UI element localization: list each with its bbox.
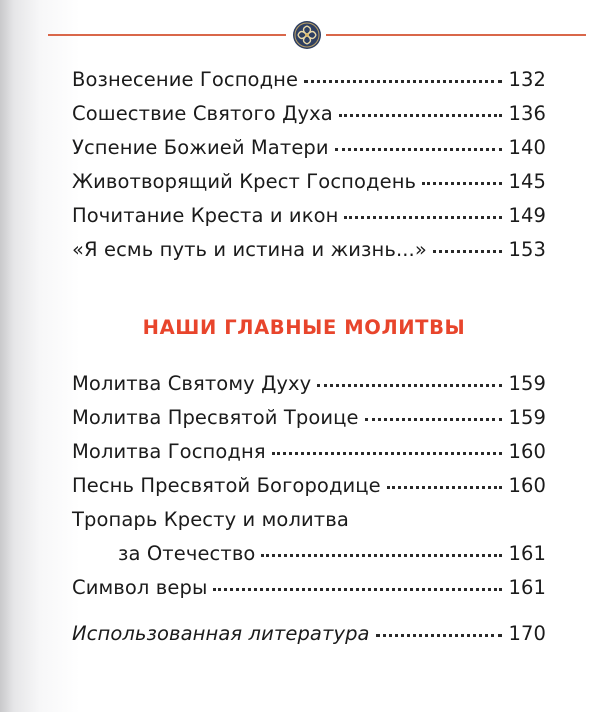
toc-entry-page: 170: [508, 622, 546, 645]
toc-entry[interactable]: [72, 440, 546, 474]
toc-entry-title: «Я есмь путь и истина и жизнь...»: [72, 238, 427, 261]
toc-entry-page: 153: [508, 238, 546, 261]
toc-leader-dots: [261, 553, 502, 557]
toc-entry-title: Сошествие Святого Духа: [72, 102, 333, 125]
toc-leader-dots: [339, 113, 503, 117]
toc-entry-page: 136: [508, 102, 546, 125]
toc-entry[interactable]: [72, 68, 546, 102]
toc-entry-page: 145: [508, 170, 546, 193]
toc-entry-title: Успение Божией Матери: [72, 136, 329, 159]
toc-leader-dots: [422, 181, 502, 185]
toc-entry-page: 161: [508, 576, 546, 599]
header-rule-right: [326, 34, 586, 36]
toc-leader-dots: [387, 485, 503, 489]
toc-entry[interactable]: [72, 102, 546, 136]
toc-entry-title: Молитва Господня: [72, 440, 266, 463]
toc-entry-page: 140: [508, 136, 546, 159]
toc-entry-title: Почитание Креста и икон: [72, 204, 339, 227]
toc-entry-page: 161: [508, 542, 546, 565]
toc-entry-page: 160: [508, 474, 546, 497]
toc-leader-dots: [365, 417, 503, 421]
toc-leader-dots: [335, 147, 503, 151]
toc-entry-page: 159: [508, 372, 546, 395]
toc-entry-page: 132: [508, 68, 546, 91]
toc-leader-dots: [376, 633, 503, 637]
toc-entry-title: за Отечество: [118, 542, 256, 565]
toc-entry-title: Использованная литература: [72, 622, 370, 645]
header-rule-left: [48, 34, 286, 36]
celtic-knot-medallion-icon: [292, 20, 322, 50]
toc-entry-title: Молитва Пресвятой Троице: [72, 406, 359, 429]
toc-entry-title: Вознесение Господне: [72, 68, 299, 91]
toc-entry-title: Символ веры: [72, 576, 208, 599]
toc-entry-page: 159: [508, 406, 546, 429]
toc-entry[interactable]: [72, 238, 546, 272]
toc-leader-dots: [344, 215, 502, 219]
toc-leader-dots: [213, 587, 502, 591]
toc-entry[interactable]: [72, 136, 546, 170]
toc-entry[interactable]: [72, 474, 546, 508]
toc-list-part-1: [72, 68, 546, 272]
toc-entry[interactable]: [72, 576, 546, 610]
toc-leader-dots: [304, 79, 502, 83]
toc-entry-title: Животворящий Крест Господень: [72, 170, 417, 193]
toc-entry-page: 149: [508, 204, 546, 227]
toc-entry-title: Тропарь Кресту и молитва: [72, 508, 349, 531]
toc-leader-dots: [272, 451, 503, 455]
toc-leader-dots: [317, 383, 502, 387]
toc-entry-first-line[interactable]: [72, 508, 546, 542]
header-ornament: [48, 20, 586, 50]
toc-entry[interactable]: [72, 372, 546, 406]
toc-entry-literature[interactable]: [72, 622, 546, 656]
toc-entry-title: Молитва Святому Духу: [72, 372, 312, 395]
section-heading: НАШИ ГЛАВНЫЕ МОЛИТВЫ: [142, 316, 466, 339]
toc-entry[interactable]: [72, 204, 546, 238]
toc-entry[interactable]: [72, 406, 546, 440]
toc-leader-dots: [433, 249, 503, 253]
toc-entry-title: Песнь Пресвятой Богородице: [72, 474, 381, 497]
toc-list-part-2: [72, 372, 546, 656]
toc-entry-continuation[interactable]: [72, 542, 546, 576]
toc-entry[interactable]: [72, 170, 546, 204]
toc-entry-page: 160: [508, 440, 546, 463]
